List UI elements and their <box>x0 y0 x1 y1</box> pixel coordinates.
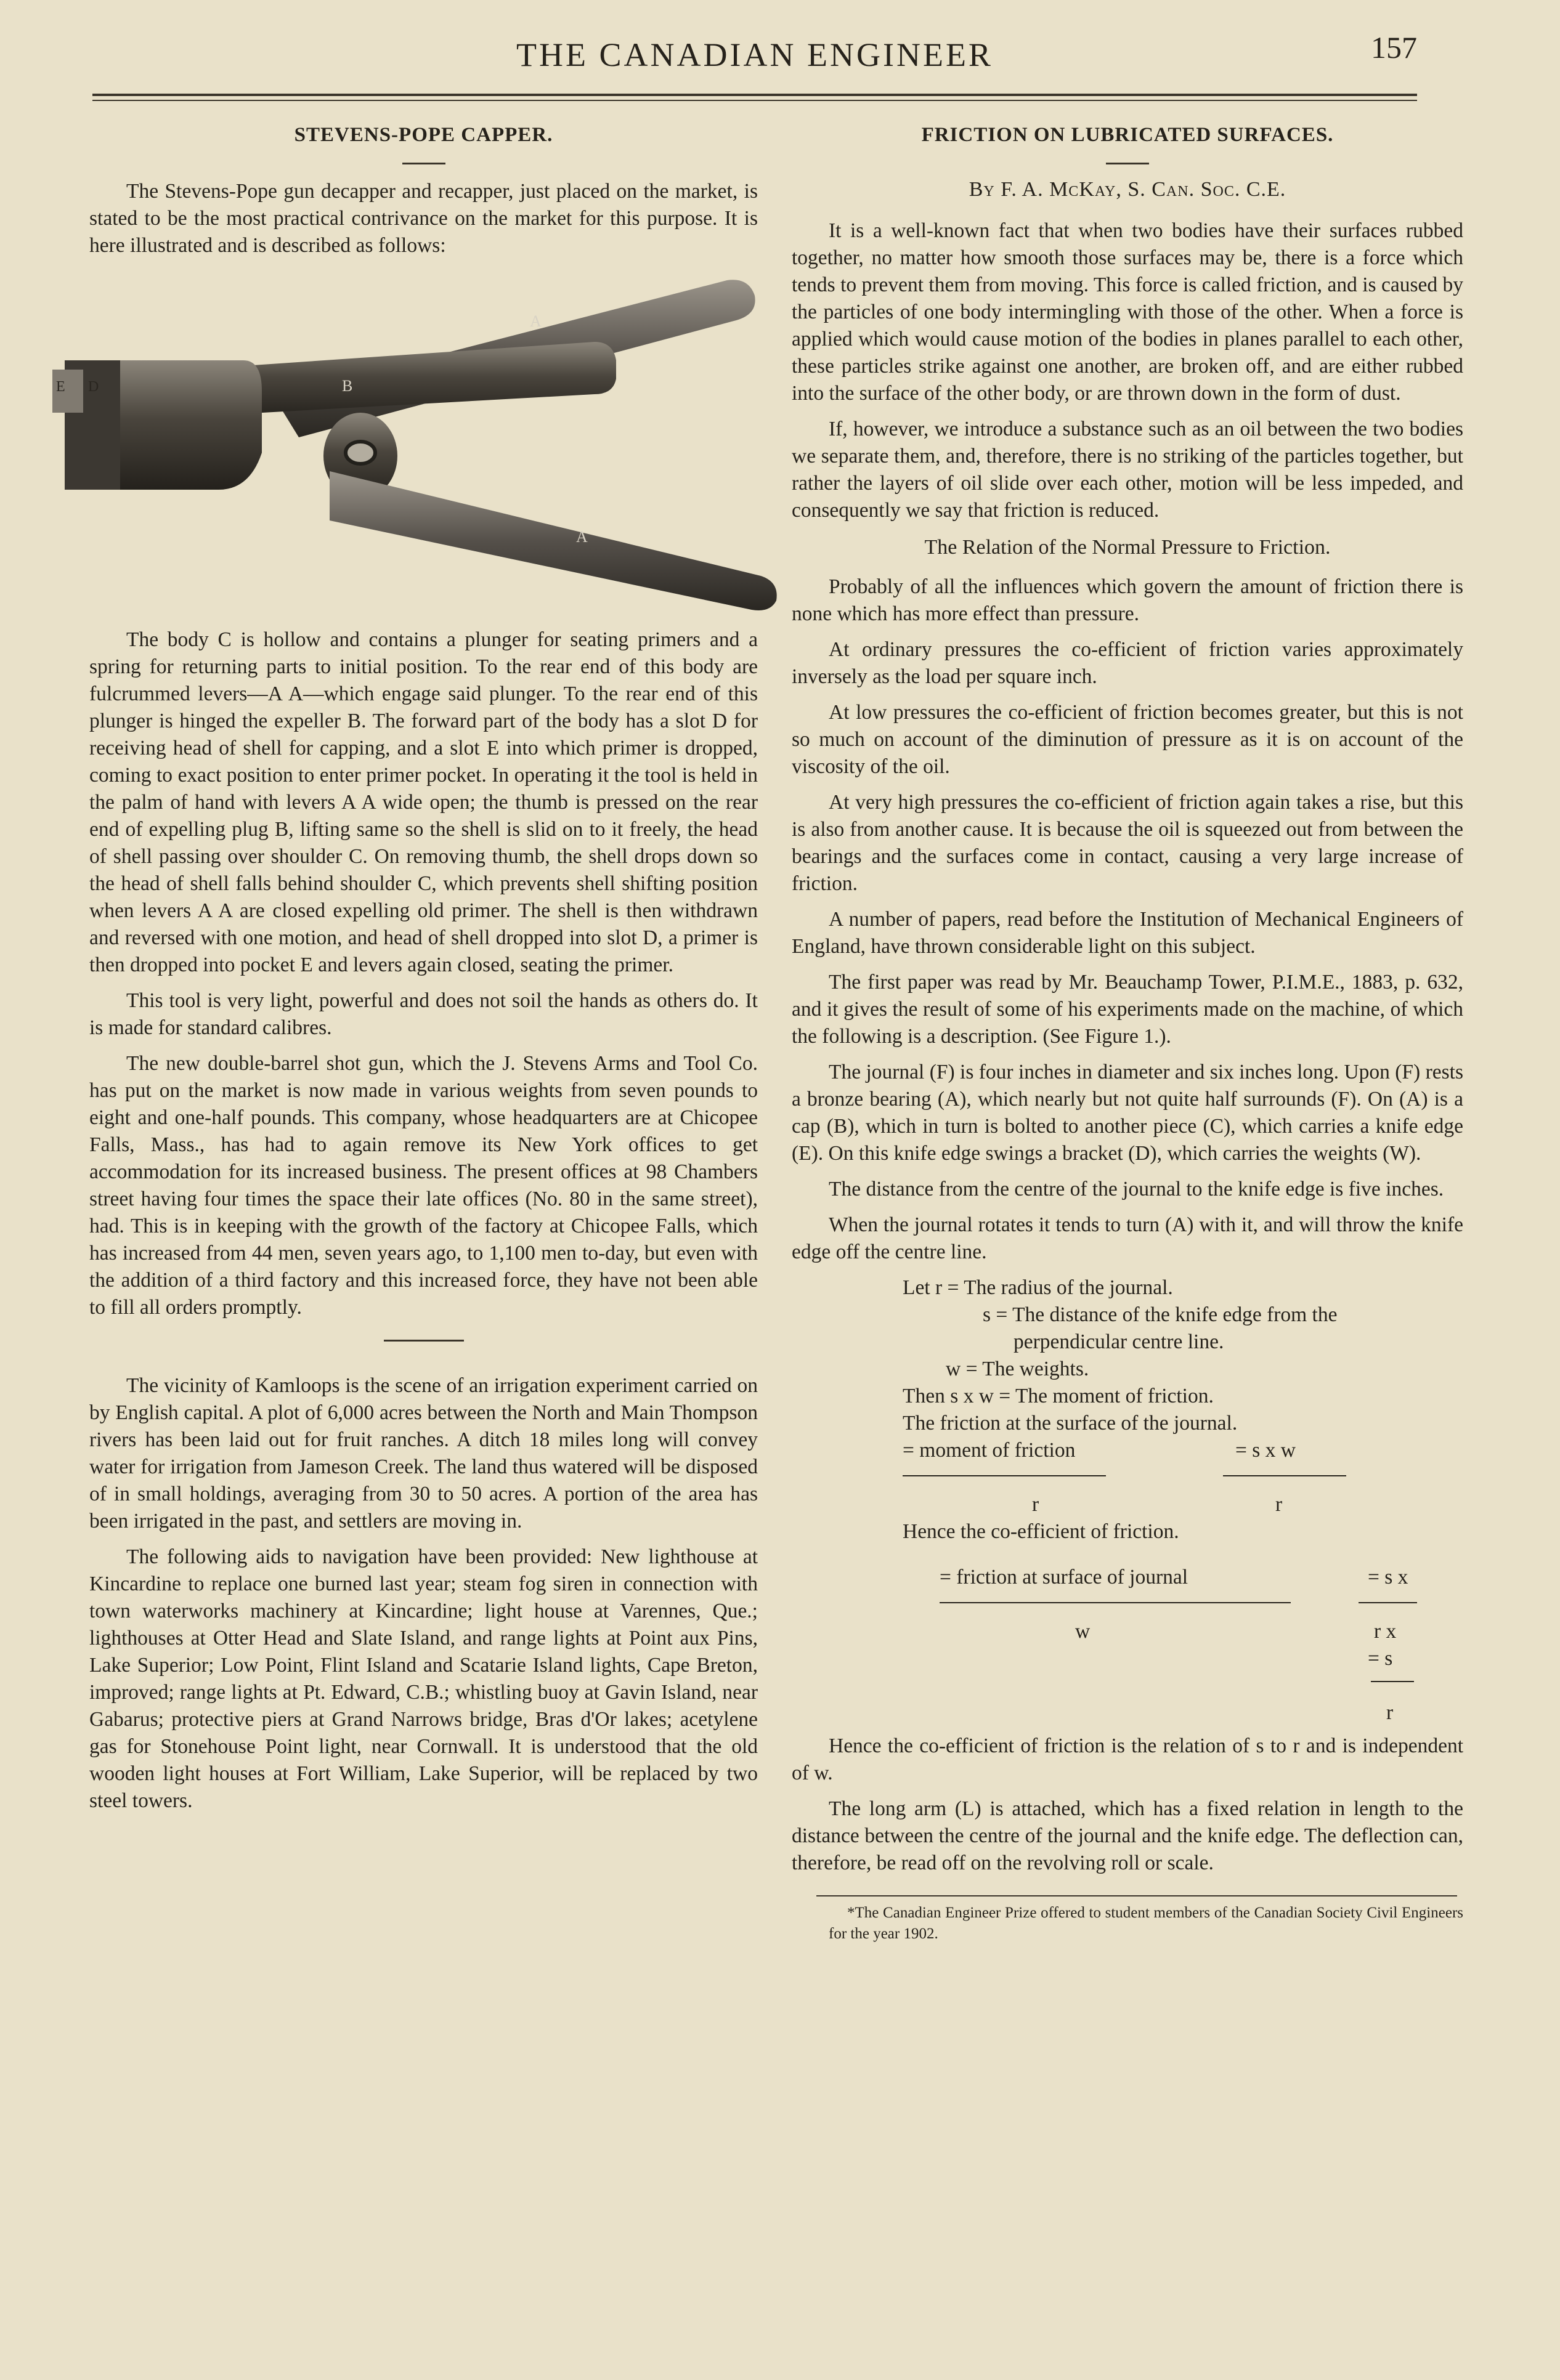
page-number: 157 <box>1371 30 1417 65</box>
equation-line: r <box>1275 1492 1283 1516</box>
body-paragraph: The body C is hollow and contains a plunger for seating primers and a spring for returning parts to initial position. To the rear end of this body are fulcrummed levers—A A—which engage said plunger. To the rear end of this plunger is hinged the expeller B. The forward part of the body has a slot D for receiving head of shell for capping, and a slot E into which primer is dropped, coming to exact position to enter primer pocket. In operating it the tool is held in the palm of hand with levers A A wide open; the thumb is pressed on the rear end of expelling plug B, lifting same so the shell is slid on to it freely, the head of shell passing over shoulder C. On removing thumb, the shell drops down so the head of shell falls behind shoulder C, which prevents shell shifting position when levers A A are closed expelling old primer. The shell is then withdrawn and reversed with one motion, and head of shell dropped into slot D, a primer is then dropped into pocket E and levers again closed, seating the primer. <box>89 628 758 976</box>
section-divider <box>384 1340 464 1342</box>
fraction-bar <box>1223 1475 1346 1476</box>
equation-line: perpendicular centre line. <box>1014 1330 1224 1353</box>
fraction-bar <box>940 1602 1291 1603</box>
right-column <box>792 105 1463 1953</box>
label-a-lower: A <box>576 527 588 546</box>
equation-line: r <box>1386 1701 1394 1724</box>
body-paragraph: The distance from the centre of the journal to the knife edge is five inches. <box>829 1177 1444 1200</box>
equation-line: Let r = The radius of the journal. <box>903 1276 1173 1299</box>
article-title-stevens-pope: STEVENS-POPE CAPPER. <box>294 124 553 146</box>
body-paragraph: At ordinary pressures the co-efficient of friction varies approximately inversely as the load per square inch. <box>792 638 1463 688</box>
capper-drawing <box>40 268 779 613</box>
intro-paragraph: The Stevens-Pope gun decapper and recapper, just placed on the market, is stated to be the most practical contrivance on the market for this purpose. It is here illustrated and is described as follows: <box>89 179 758 257</box>
equation-line: r x <box>1374 1619 1397 1643</box>
body-paragraph: The new double-barrel shot gun, which the J. Stevens Arms and Tool Co. has put on the market is now made in various weights from seven pounds to eight and one-half pounds. This company, whose headquarters are at Chicopee Falls, Mass., has had to again remove its New York offices to get accommodation for its increased business. The present offices at 98 Chambers street having four times the space their late offices (No. 80 in the same street), had. This is in keeping with the growth of the factory at Chicopee Falls, which has increased from 44 men, seven years ago, to 1,100 men to-day, but even with the addition of a third factory and this increased force, they have not been able to fill all orders promptly. <box>89 1051 758 1319</box>
capper-illustration <box>40 268 779 613</box>
body-paragraph: Probably of all the influences which govern the amount of friction there is none which has more effect than pressure. <box>792 575 1463 625</box>
left-column <box>56 105 758 1823</box>
title-rule <box>402 163 445 164</box>
equation-line: w = The weights. <box>946 1357 1089 1380</box>
page-header <box>92 25 1417 92</box>
body-paragraph: The first paper was read by Mr. Beauchamp Tower, P.I.M.E., 1883, p. 632, and it gives the result of some of his experiments made on the machine, of which the following is a description. (See Figure 1.). <box>792 970 1463 1048</box>
hub-hole-shape <box>346 442 375 464</box>
label-a-upper: A <box>530 312 542 330</box>
lower-lever-shape <box>330 471 777 610</box>
equation-line: The friction at the surface of the journal. <box>903 1411 1238 1435</box>
fraction-bar <box>1359 1602 1417 1603</box>
equation-line: w <box>1075 1619 1091 1643</box>
body-paragraph: The following aids to navigation have been provided: New lighthouse at Kincardine to replace one burned last year; steam fog siren in connection with town waterworks machinery at Kincardine; light house at Varennes, Que.; lighthouses at Otter Head and Slate Island, and range lights at Point aux Pins, Lake Superior; Low Point, Flint Island and Scatarie Island lights, Cape Breton, improved; range lights at Pt. Edward, C.B.; whistling buoy at Gavin Island, near Gabarus; protective piers at Grand Narrows bridge, Bras d'Or lakes; acetylene gas for Stonehouse Point light, near Cornwall. It is understood that the old wooden light houses at Fort William, Lake Superior, will be replaced by two steel towers. <box>89 1545 758 1812</box>
equation-line: = moment of friction <box>903 1438 1076 1462</box>
header-rule <box>92 94 1417 96</box>
friction-equations <box>792 1274 1463 1726</box>
equation-line: = s x <box>1368 1565 1408 1589</box>
body-paragraph: A number of papers, read before the Institution of Mechanical Engineers of England, have thrown considerable light on this subject. <box>792 907 1463 958</box>
body-paragraph: When the journal rotates it tends to turn (A) with it, and will throw the knife edge off the centre line. <box>792 1213 1463 1263</box>
body-paragraph: Hence the co-efficient of friction is the relation of s to r and is independent of w. <box>792 1734 1463 1784</box>
article-title-friction: FRICTION ON LUBRICATED SURFACES. <box>921 124 1334 146</box>
label-d: D <box>88 378 99 395</box>
byline: By F. A. McKay, S. Can. Soc. C.E. <box>969 177 1286 201</box>
body-paragraph: If, however, we introduce a substance such as an oil between the two bodies we separate them, and, therefore, there is no striking of the particles together, but rather the layers of oil slide over each other, motion will be less impeded, and consequently we say that friction is reduced. <box>792 417 1463 522</box>
body-paragraph: The journal (F) is four inches in diameter and six inches long. Upon (F) rests a bronze bearing (A), which nearly but not quite half surrounds (F). On (A) is a cap (B), which in turn is bolted to another piece (C), which carries a knife edge (E). On this knife edge swings a bracket (D), which carries the weights (W). <box>792 1060 1463 1165</box>
body-paragraph: At very high pressures the co-efficient of friction again takes a rise, but this is also from another cause. It is because the oil is squeezed out from between the bearings and the surfaces come in contact, causing a very large increase of friction. <box>792 790 1463 895</box>
equation-line: = s <box>1368 1646 1393 1670</box>
equation-line: = s x w <box>1235 1438 1296 1462</box>
label-b: B <box>342 376 353 395</box>
equation-line: Hence the co-efficient of friction. <box>903 1520 1179 1543</box>
body-paragraph: The long arm (L) is attached, which has a fixed relation in length to the distance between the centre of the journal and the knife edge. The deflection can, therefore, be read off on the revolving roll or scale. <box>792 1797 1463 1874</box>
equation-line: s = The distance of the knife edge from the <box>983 1303 1338 1326</box>
equation-line: = friction at surface of journal <box>940 1565 1188 1589</box>
equation-line: r <box>1032 1492 1039 1516</box>
fraction-bar <box>903 1475 1106 1476</box>
body-paragraph: At low pressures the co-efficient of friction becomes greater, but this is not so much on account of the diminution of pressure as it is on account of the viscosity of the oil. <box>792 700 1463 778</box>
body-paragraph: It is a well-known fact that when two bodies have their surfaces rubbed together, no matter how smooth those surfaces may be, there is a force which tends to prevent them from moving. This force is called friction, and is caused by the particles of one body intermingling with those of the other. When a force is applied which would cause motion of the bodies in planes parallel to each other, these particles strike against one another, are broken off, and are either rubbed into the surface of the other body, or are thrown down in the form of dust. <box>792 219 1463 405</box>
footnote: *The Canadian Engineer Prize offered to student members of the Canadian Society Civil Engineers for the year 1902. <box>829 1904 1463 1942</box>
body-paragraph: This tool is very light, powerful and does not soil the hands as others do. It is made for standard calibres. <box>89 989 758 1039</box>
body-paragraph: The vicinity of Kamloops is the scene of an irrigation experiment carried on by English capital. A plot of 6,000 acres between the North and Main Thompson rivers has been laid out for fruit ranches. A ditch 18 miles long will convey water for irrigation from Jameson Creek. The land thus watered will be disposed of in small holdings, averaging from 30 to 50 acres. A portion of the area has been irrigated in the past, and settlers are moving in. <box>89 1374 758 1532</box>
fraction-bar <box>1371 1681 1414 1682</box>
section-subheading: The Relation of the Normal Pressure to Friction. <box>924 535 1331 559</box>
footnote-rule <box>816 1895 1457 1896</box>
equation-line: Then s x w = The moment of friction. <box>903 1384 1214 1407</box>
header-rule-thin <box>92 100 1417 101</box>
title-rule <box>1106 163 1149 164</box>
label-e: E <box>56 378 65 395</box>
running-head: THE CANADIAN ENGINEER <box>516 36 993 73</box>
